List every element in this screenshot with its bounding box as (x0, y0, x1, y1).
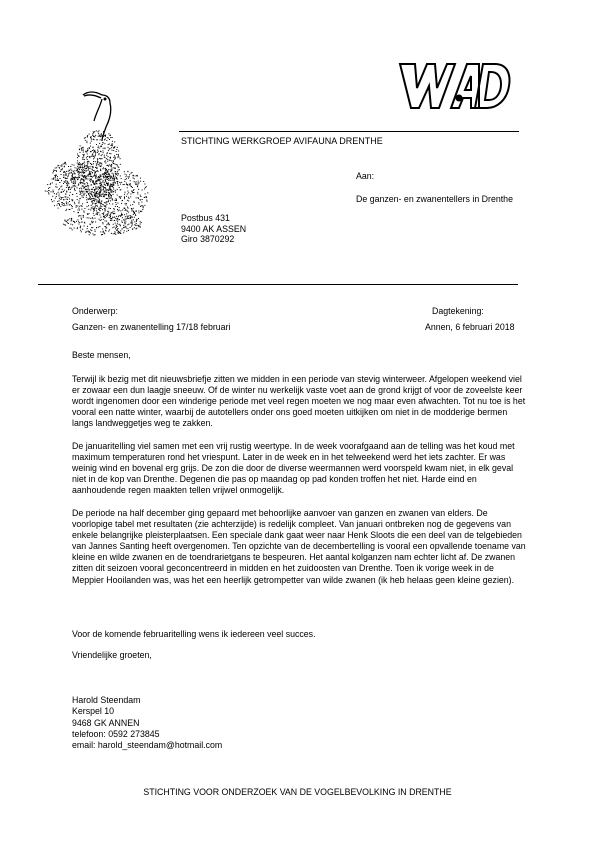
address-line: Giro 3870292 (181, 234, 235, 244)
body-paragraph: De periode na half december ging gepaard met behoorlijke aanvoer van ganzen en zwanen van elders. De voorlopige tabel met resultaten (zie achterzijde) is redelijk compleet. Van januari ontbreken nog de gegevens van enkele belangrijke pleisterplaatsen. Een speciale dank gaat weer naar Henk Sloots die een deel van de telgebieden van Jannes Santing heeft overgenomen. Ten opzichte van de decembertelling is vooral een opvallende toename van kleine en wilde zwanen en de toendrarietgans te bespeuren. Het aantal kolganzen nam echter licht af. De zwanen zitten dit seizoen vooral geconcentreerd in midden en het zuidoosten van Drenthe. Toen ik vorige week in de Meppier Hooilanden was, was het een heerlijk getrompetter van wilde zwanen (ik heb helaas geen kleine gezien). (72, 508, 526, 585)
body-paragraph: Terwijl ik bezig met dit nieuwsbriefje zitten we midden in een periode van stevig winterweer. Afgelopen weekend viel er zowaar een dun laagje sneeuw. Of de winter nu werkelijk vaste voet aan de grond krijgt of voor de zoveelste keer wordt ingenomen door een winderige periode met veel regen moeten we nog maar even afwachten. Tot nu toe is het vooral een natte winter, waarbij de autotellers onder ons goed moeten uitkijken om niet in de modderige bermen langs landweggetjes weg te zakken. (72, 374, 526, 429)
sender-block (72, 695, 222, 751)
subject-value: Ganzen- en zwanentelling 17/18 februari (72, 322, 231, 332)
letterhead-rule (179, 131, 519, 132)
body-paragraph: De januaritelling viel samen met een vrij rustig weertype. In de week voorafgaand aan de telling was het koud met maximum temperaturen rond het vriespunt. Later in de week en in het telweekend werd het iets zachter. Er was weinig wind en bovenal erg grijs. De zon die door de diverse weermannen werd voorspeld kwam niet, in elk geval niet in de kop van Drenthe. Degenen die pas op maandag op pad konden troffen het niet. Harde eind en aanhoudende regen maakten tellen vrijwel onmogelijk. (72, 441, 515, 496)
sender-phone: telefoon: 0592 273845 (72, 728, 160, 739)
sender-city: 9468 GK ANNEN (72, 717, 140, 728)
organization-name: STICHTING WERKGROEP AVIFAUNA DRENTHE (181, 136, 383, 146)
address-line: Postbus 431 (181, 213, 230, 223)
date-label: Dagtekening: (432, 306, 484, 316)
curlew-illustration (40, 83, 165, 243)
postal-address (181, 213, 246, 245)
sender-name: Harold Steendam (72, 695, 141, 705)
body-paragraph: Voor de komende februaritelling wens ik iedereen veel succes. (72, 629, 316, 639)
sender-email: email: harold_steendam@hotmail.com (72, 740, 223, 751)
wad-logo (397, 60, 512, 115)
date-value: Annen, 6 februari 2018 (425, 322, 515, 332)
recipient-label: Aan: (356, 171, 375, 181)
footer-text: STICHTING VOOR ONDERZOEK VAN DE VOGELBEVOLKING IN DRENTHE (143, 787, 452, 797)
address-line: 9400 AK ASSEN (181, 223, 247, 234)
salutation: Beste mensen, (72, 350, 131, 360)
subject-label: Onderwerp: (72, 306, 118, 316)
closing: Vriendelijke groeten, (72, 650, 152, 660)
header-divider (38, 284, 518, 285)
sender-street: Kerspel 10 (72, 706, 115, 717)
recipient-value: De ganzen- en zwanentellers in Drenthe (356, 194, 513, 204)
